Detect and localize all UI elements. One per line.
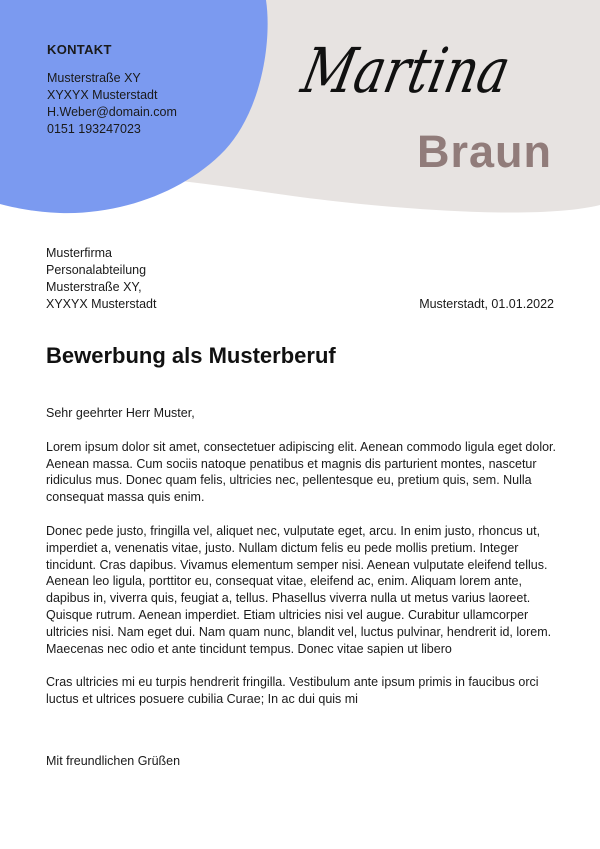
- recipient-line: Personalabteilung: [46, 263, 147, 277]
- recipient-line: XYXYX Musterstadt: [46, 297, 157, 311]
- letter-body: [46, 405, 558, 708]
- contact-block: [47, 41, 177, 138]
- recipient-line: Musterstraße XY,: [46, 280, 142, 294]
- contact-city: XYXYX Musterstadt: [47, 88, 158, 102]
- body-paragraph: Aenean leo ligula, porttitor eu, consequat vitae, eleifend ac, enim. Aliquam lorem ante, dapibus in, viverra quis, feugiat a, tellus. Phasellus viverra nulla ut metus varius laoreet. Quisque rutrum. Aenean imperdiet. Etiam ultricies nisi vel augue. Curabitur ullamcorper ultricies nisi. Nam eget dui. Nam quam nunc, blandit vel, luctus pulvinar, hendrerit id, lorem. Maecenas nec odio et ante tincidunt tempus. Donec vitae sapien ut libero: [46, 574, 552, 656]
- recipient-address: [46, 245, 156, 313]
- body-paragraph: Donec pede justo, fringilla vel, aliquet nec, vulputate eget, arcu. In enim justo, rhoncus ut, imperdiet a, venenatis vitae, justo. Nullam dictum felis eu pede mollis pretium. Integer tincidunt. Cras dapibus. Vivamus elementum semper nisi. Aenean vulputate eleifend tellus.: [46, 523, 548, 572]
- first-name-text: Martina: [295, 34, 564, 107]
- closing-phrase: Mit freundlichen Grüßen: [46, 754, 181, 768]
- recipient-line: Musterfirma: [46, 246, 112, 260]
- salutation: Sehr geehrter Herr Muster,: [46, 406, 195, 420]
- signature-first-name: [295, 22, 564, 122]
- contact-street: Musterstraße XY: [47, 71, 141, 85]
- body-paragraph: Lorem ipsum dolor sit amet, consectetuer adipiscing elit. Aenean commodo ligula eget dolor. Aenean massa. Cum sociis natoque penatibus et magnis dis parturient montes, nascetur ridiculus mus. Donec quam felis, ultricies nec, pellentesque eu, pretium quis, sem. Nulla consequat massa quis enim.: [46, 439, 557, 505]
- contact-email: H.Weber@domain.com: [47, 105, 177, 119]
- body-paragraph: Cras ultricies mi eu turpis hendrerit fringilla. Vestibulum ante ipsum primis in faucibus orci luctus et ultrices posuere cubilia Curae; In ac dui quis mi: [46, 675, 539, 707]
- contact-phone: 0151 193247023: [47, 122, 141, 136]
- letter-date: Musterstadt, 01.01.2022: [419, 297, 554, 311]
- last-name: Braun: [416, 126, 552, 177]
- letter-subject: Bewerbung als Musterberuf: [46, 343, 336, 368]
- contact-heading: KONTAKT: [47, 42, 112, 57]
